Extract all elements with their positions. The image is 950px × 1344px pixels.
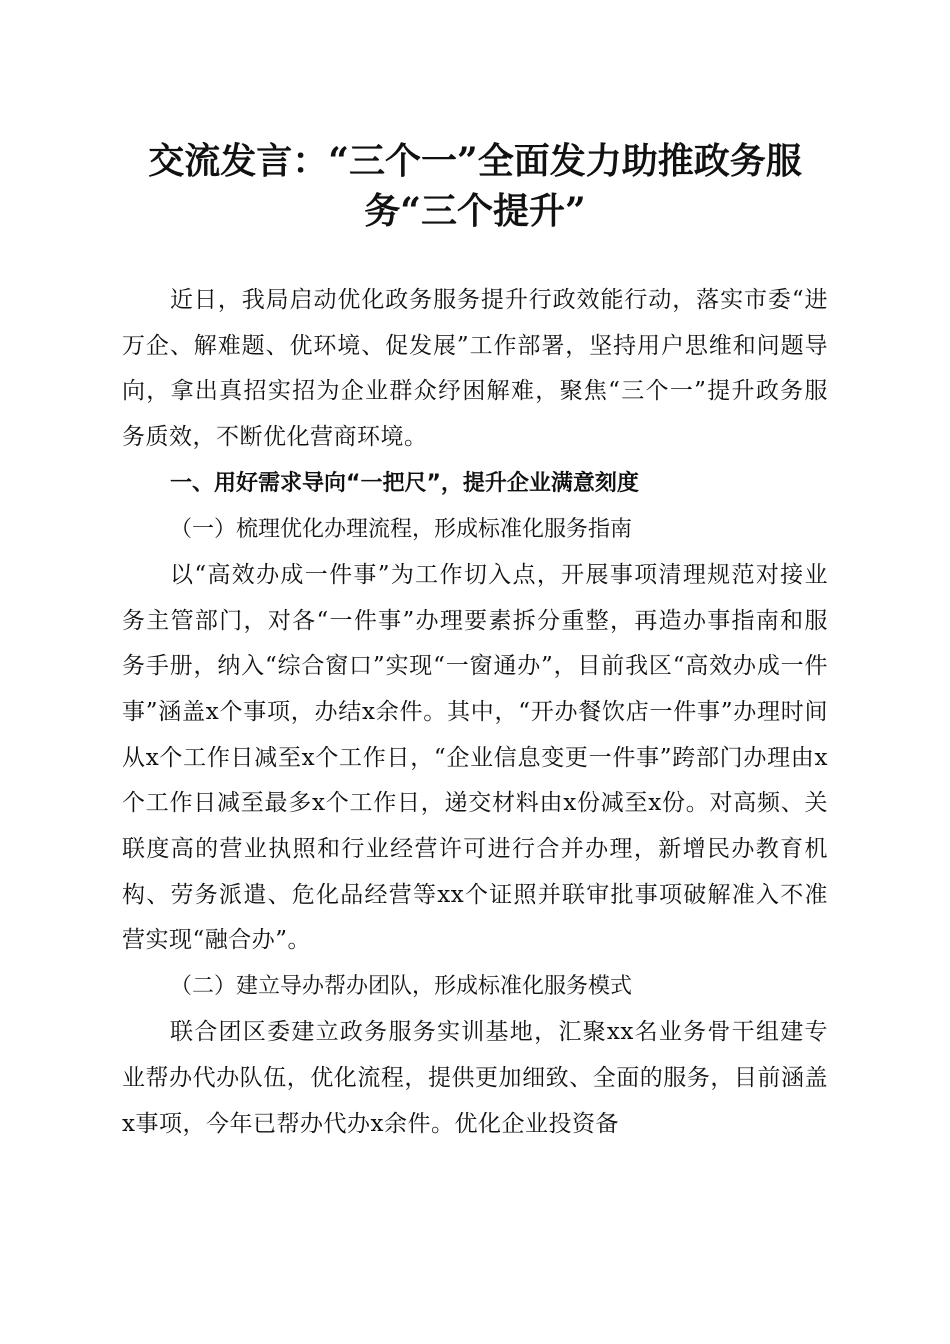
subsection-2-paragraph: 联合团区委建立政务服务实训基地，汇聚xx名业务骨干组建专业帮办代办队伍，优化流程，提供更加细致、全面的服务，目前涵盖x事项，今年已帮办代办x余件。优化企业投资备 — [122, 1019, 828, 1137]
section-heading-1: 一、用好需求导向“一把尺”，提升企业满意刻度 — [170, 470, 639, 496]
subsection-heading-2: （二）建立导办帮办团队，形成标准化服务模式 — [170, 974, 633, 1000]
document-body — [122, 278, 828, 1147]
title-line-2: 务“三个提升” — [364, 190, 586, 232]
subsection-heading-1: （一）梳理优化办理流程，形成标准化服务指南 — [170, 516, 633, 542]
title-line-1: 交流发言：“三个一”全面发力助推政务服 — [148, 140, 802, 182]
subsection-1-paragraph: 以“高效办成一件事”为工作切入点，开展事项清理规范对接业务主管部门，对各“一件事”办理要素拆分重整，再造办事指南和服务手册，纳入“综合窗口”实现“一窗通办”，目前我区“高效办成一件事”涵盖x个事项，办结x余件。其中，“开办餐饮店一件事”办理时间从x个工作日减至x个工作日，“企业信息变更一件事”跨部门办理由x个工作日减至最多x个工作日，递交材料由x份减至x份。对高频、关联度高的营业执照和行业经营许可进行合并办理，新增民办教育机构、劳务派遣、危化品经营等xx个证照并联审批事项破解准入不准营实现“融合办”。 — [122, 561, 828, 954]
intro-paragraph: 近日，我局启动优化政务服务提升行政效能行动，落实市委“进万企、解难题、优环境、促发展”工作部署，坚持用户思维和问题导向，拿出真招实招为企业群众纾困解难，聚焦“三个一”提升政务服务质效，不断优化营商环境。 — [122, 287, 828, 451]
document-title — [100, 136, 850, 236]
